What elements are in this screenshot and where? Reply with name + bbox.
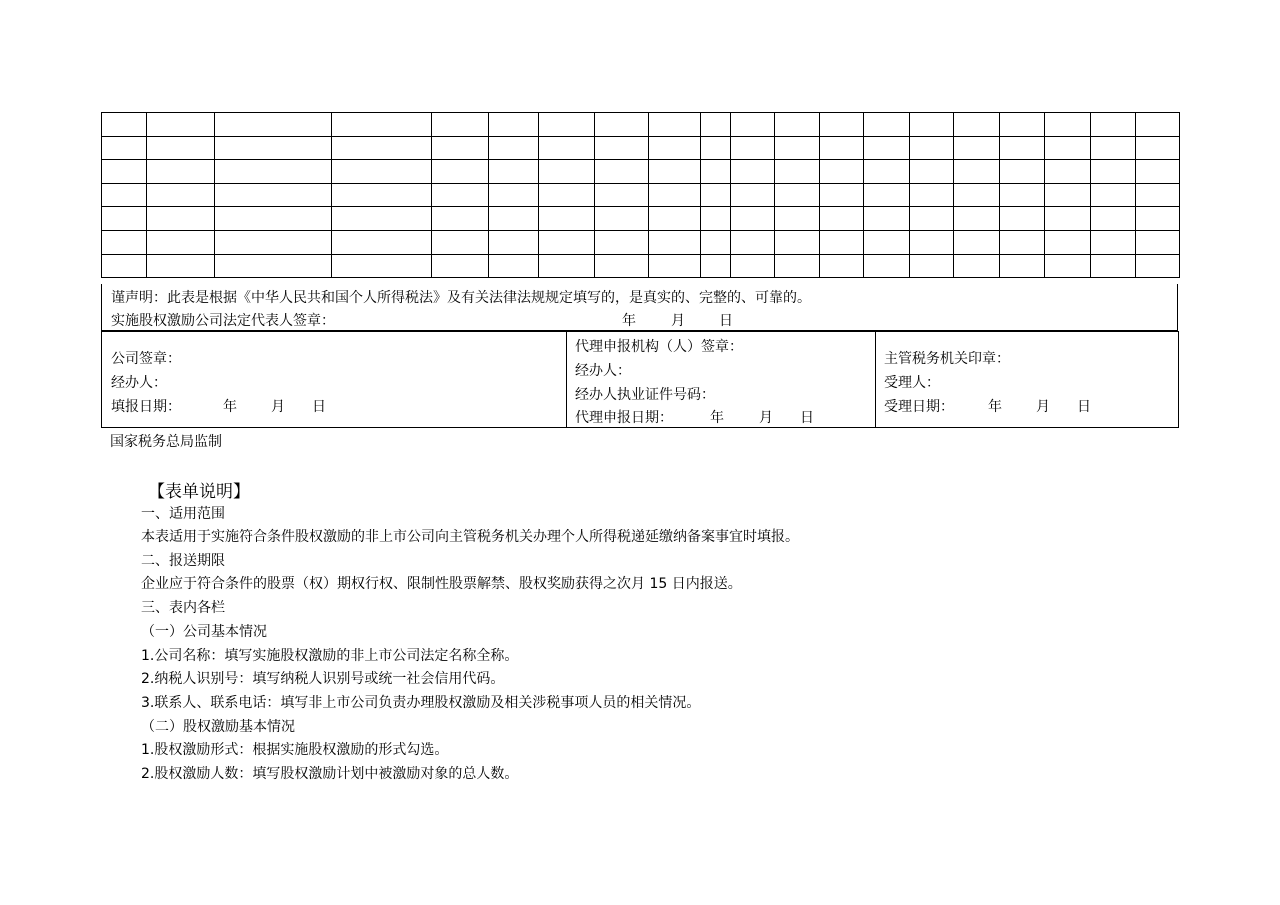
agent-date-label: 代理申报日期： <box>575 410 673 426</box>
grid-cell <box>954 230 1000 254</box>
grid-cell <box>215 183 332 207</box>
grid-cell <box>215 136 332 160</box>
grid-cell <box>147 113 215 137</box>
grid-cell <box>910 160 954 184</box>
company-seal-label: 公司签章： <box>111 351 181 367</box>
grid-cell <box>954 207 1000 231</box>
instruction-line: （一）公司基本情况 <box>141 624 267 640</box>
grid-cell <box>539 183 595 207</box>
tax-date-label: 受理日期： <box>884 399 954 415</box>
declaration-year: 年 <box>622 313 636 329</box>
grid-cell <box>595 160 649 184</box>
grid-row <box>102 207 1180 231</box>
grid-cell <box>775 113 820 137</box>
grid-row <box>102 230 1180 254</box>
grid-cell <box>954 136 1000 160</box>
grid-cell <box>489 254 539 278</box>
grid-cell <box>332 230 432 254</box>
grid-cell <box>1000 113 1045 137</box>
company-date-label: 填报日期： <box>111 399 181 415</box>
grid-cell <box>539 160 595 184</box>
company-handler-label: 经办人： <box>111 375 167 391</box>
grid-cell <box>1136 160 1180 184</box>
grid-cell <box>1045 160 1091 184</box>
grid-cell <box>864 183 910 207</box>
grid-cell <box>489 207 539 231</box>
grid-cell <box>1045 207 1091 231</box>
grid-cell <box>215 230 332 254</box>
company-date-month: 月 <box>271 399 285 415</box>
grid-cell <box>332 160 432 184</box>
instruction-line: 二、报送期限 <box>141 553 225 569</box>
tax-date-year: 年 <box>988 399 1002 415</box>
grid-cell <box>489 113 539 137</box>
grid-cell <box>731 183 775 207</box>
grid-cell <box>1091 113 1136 137</box>
grid-cell <box>215 207 332 231</box>
grid-cell <box>910 113 954 137</box>
grid-cell <box>864 207 910 231</box>
grid-cell <box>954 254 1000 278</box>
grid-cell <box>1136 136 1180 160</box>
grid-cell <box>539 113 595 137</box>
grid-cell <box>731 136 775 160</box>
grid-cell <box>649 113 701 137</box>
grid-cell <box>595 136 649 160</box>
grid-cell <box>954 160 1000 184</box>
grid-cell <box>820 136 864 160</box>
grid-cell <box>864 230 910 254</box>
grid-cell <box>102 207 147 231</box>
grid-cell <box>147 136 215 160</box>
tax-date-day: 日 <box>1077 399 1091 415</box>
grid-cell <box>775 160 820 184</box>
grid-cell <box>332 183 432 207</box>
grid-cell <box>1000 183 1045 207</box>
grid-cell <box>910 254 954 278</box>
grid-cell <box>539 230 595 254</box>
grid-cell <box>102 160 147 184</box>
grid-cell <box>731 254 775 278</box>
grid-cell <box>731 160 775 184</box>
grid-cell <box>215 254 332 278</box>
declaration-day: 日 <box>719 313 733 329</box>
grid-cell <box>775 230 820 254</box>
grid-cell <box>1045 254 1091 278</box>
grid-cell <box>539 254 595 278</box>
grid-cell <box>432 207 489 231</box>
grid-cell <box>432 230 489 254</box>
grid-cell <box>595 183 649 207</box>
grid-cell <box>1045 230 1091 254</box>
grid-cell <box>215 113 332 137</box>
grid-cell <box>1091 136 1136 160</box>
grid-cell <box>1000 207 1045 231</box>
grid-cell <box>775 183 820 207</box>
grid-cell <box>649 254 701 278</box>
grid-cell <box>332 254 432 278</box>
grid-cell <box>489 183 539 207</box>
grid-cell <box>910 230 954 254</box>
grid-cell <box>595 230 649 254</box>
grid-cell <box>147 183 215 207</box>
divider <box>875 332 876 427</box>
grid-row <box>102 183 1180 207</box>
data-grid <box>101 112 1180 278</box>
grid-cell <box>432 183 489 207</box>
grid-cell <box>332 207 432 231</box>
grid-cell <box>1000 136 1045 160</box>
grid-cell <box>820 254 864 278</box>
grid-cell <box>649 160 701 184</box>
grid-cell <box>147 160 215 184</box>
grid-cell <box>731 230 775 254</box>
instruction-line: 2.纳税人识别号：填写纳税人识别号或统一社会信用代码。 <box>141 671 505 687</box>
grid-cell <box>775 136 820 160</box>
grid-cell <box>820 183 864 207</box>
signature-block <box>101 331 1179 428</box>
grid-cell <box>1091 183 1136 207</box>
agent-seal-label: 代理申报机构（人）签章： <box>575 339 743 355</box>
grid-cell <box>1000 160 1045 184</box>
grid-cell <box>649 136 701 160</box>
grid-cell <box>1091 254 1136 278</box>
divider <box>566 332 567 427</box>
tax-date-month: 月 <box>1036 399 1050 415</box>
grid-cell <box>489 160 539 184</box>
company-date-year: 年 <box>223 399 237 415</box>
grid-cell <box>701 160 731 184</box>
grid-cell <box>332 136 432 160</box>
grid-cell <box>1091 230 1136 254</box>
grid-cell <box>731 113 775 137</box>
instruction-line: 1.股权激励形式：根据实施股权激励的形式勾选。 <box>141 742 449 758</box>
grid-cell <box>1091 160 1136 184</box>
grid-cell <box>432 160 489 184</box>
instruction-line: 企业应于符合条件的股票（权）期权行权、限制性股票解禁、股权奖励获得之次月 15 日内报送。 <box>141 576 742 592</box>
agent-date-day: 日 <box>800 410 814 426</box>
instruction-line: 2.股权激励人数：填写股权激励计划中被激励对象的总人数。 <box>141 766 519 782</box>
company-date-day: 日 <box>312 399 326 415</box>
grid-cell <box>1045 136 1091 160</box>
grid-cell <box>102 230 147 254</box>
grid-cell <box>820 207 864 231</box>
grid-cell <box>820 230 864 254</box>
instruction-line: 1.公司名称：填写实施股权激励的非上市公司法定名称全称。 <box>141 648 519 664</box>
grid-cell <box>820 160 864 184</box>
grid-cell <box>1045 113 1091 137</box>
grid-cell <box>775 254 820 278</box>
declaration-block <box>101 284 1178 331</box>
grid-cell <box>489 230 539 254</box>
instructions-title: 【表单说明】 <box>148 482 250 502</box>
declaration-statement: 谨声明：此表是根据《中华人民共和国个人所得税法》及有关法律法规规定填写的，是真实的、完整的、可靠的。 <box>111 290 811 306</box>
grid-cell <box>820 113 864 137</box>
grid-cell <box>701 254 731 278</box>
grid-cell <box>1136 113 1180 137</box>
grid-cell <box>954 113 1000 137</box>
grid-row <box>102 113 1180 137</box>
grid-cell <box>1000 230 1045 254</box>
supervisor-note: 国家税务总局监制 <box>110 434 222 450</box>
legal-rep-signature-label: 实施股权激励公司法定代表人签章： <box>111 313 335 329</box>
grid-cell <box>954 183 1000 207</box>
grid-cell <box>147 254 215 278</box>
grid-cell <box>864 136 910 160</box>
grid-cell <box>731 207 775 231</box>
grid-cell <box>910 136 954 160</box>
grid-cell <box>432 113 489 137</box>
grid-cell <box>775 207 820 231</box>
grid-cell <box>1136 183 1180 207</box>
grid-cell <box>649 230 701 254</box>
grid-cell <box>701 230 731 254</box>
tax-receiver-label: 受理人： <box>884 375 940 391</box>
grid-cell <box>147 207 215 231</box>
grid-cell <box>332 113 432 137</box>
grid-cell <box>432 136 489 160</box>
declaration-month: 月 <box>671 313 685 329</box>
grid-cell <box>595 254 649 278</box>
grid-cell <box>864 160 910 184</box>
grid-cell <box>649 183 701 207</box>
grid-cell <box>701 183 731 207</box>
grid-cell <box>701 136 731 160</box>
grid-cell <box>1136 254 1180 278</box>
grid-cell <box>432 254 489 278</box>
grid-cell <box>102 254 147 278</box>
grid-cell <box>1091 207 1136 231</box>
grid-cell <box>1136 207 1180 231</box>
grid-cell <box>595 207 649 231</box>
grid-cell <box>215 160 332 184</box>
grid-cell <box>864 113 910 137</box>
grid-cell <box>701 207 731 231</box>
instruction-line: 3.联系人、联系电话：填写非上市公司负责办理股权激励及相关涉税事项人员的相关情况。 <box>141 695 701 711</box>
grid-cell <box>1000 254 1045 278</box>
agent-date-year: 年 <box>710 410 724 426</box>
agent-cert-label: 经办人执业证件号码： <box>575 387 715 403</box>
grid-cell <box>539 207 595 231</box>
grid-cell <box>864 254 910 278</box>
instruction-line: 本表适用于实施符合条件股权激励的非上市公司向主管税务机关办理个人所得税递延缴纳备案事宜时填报。 <box>141 529 799 545</box>
agent-date-month: 月 <box>759 410 773 426</box>
instruction-line: 三、表内各栏 <box>141 600 225 616</box>
grid-cell <box>102 136 147 160</box>
grid-cell <box>102 183 147 207</box>
grid-row <box>102 160 1180 184</box>
grid-row <box>102 136 1180 160</box>
agent-handler-label: 经办人： <box>575 363 631 379</box>
grid-cell <box>147 230 215 254</box>
grid-row <box>102 254 1180 278</box>
grid-cell <box>595 113 649 137</box>
grid-cell <box>102 113 147 137</box>
grid-cell <box>910 183 954 207</box>
grid-cell <box>649 207 701 231</box>
grid-cell <box>701 113 731 137</box>
grid-cell <box>489 136 539 160</box>
grid-cell <box>910 207 954 231</box>
grid-cell <box>1136 230 1180 254</box>
tax-seal-label: 主管税务机关印章： <box>884 351 1010 367</box>
instruction-line: 一、适用范围 <box>141 506 225 522</box>
grid-cell <box>1045 183 1091 207</box>
instruction-line: （二）股权激励基本情况 <box>141 719 295 735</box>
grid-cell <box>539 136 595 160</box>
